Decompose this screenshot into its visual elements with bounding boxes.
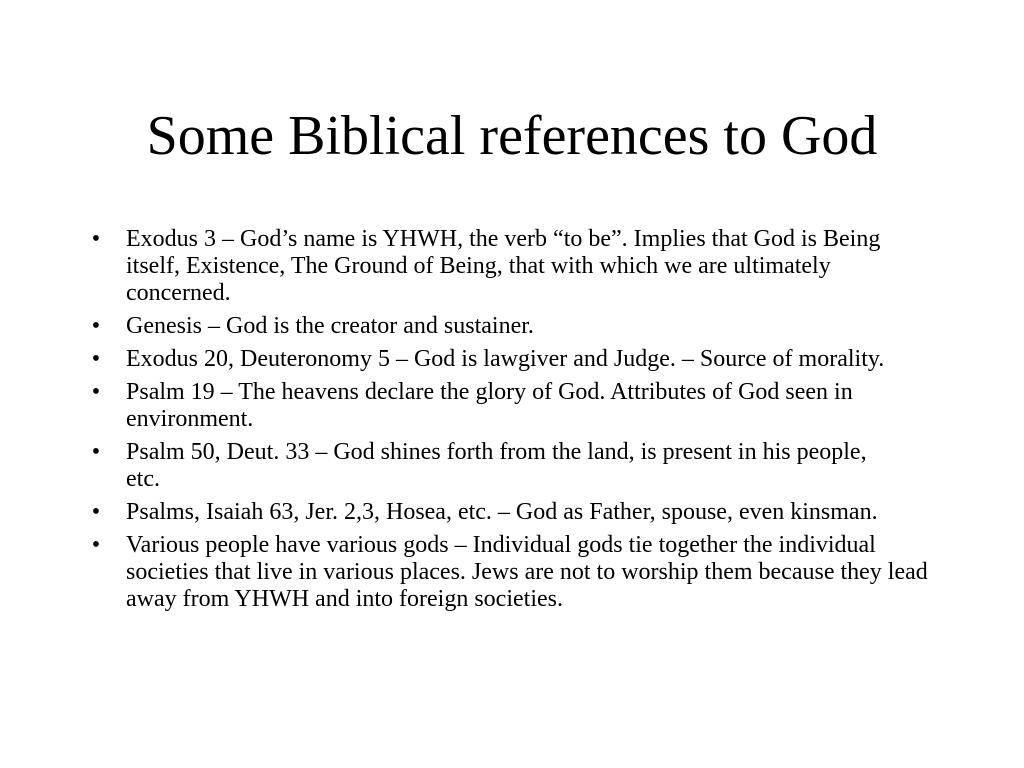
- bullet-item: [86, 346, 886, 373]
- bullet-text: Psalm 19 – The heavens declare the glory of God. Attributes of God seen in environment.: [126, 379, 853, 432]
- bullet-item: [86, 379, 886, 433]
- bullet-text: Various people have various gods – Individual gods tie together the individual societies that live in various places. Jews are not to worship them because they lead away from YHWH and into foreign societies.: [126, 532, 928, 612]
- bullet-text: Psalm 50, Deut. 33 – God shines forth from the land, is present in his people, etc.: [126, 439, 867, 492]
- bullet-list: [86, 226, 946, 619]
- bullet-item: [86, 499, 886, 526]
- bullet-marker: •: [91, 439, 101, 465]
- bullet-text: Exodus 20, Deuteronomy 5 – God is lawgiver and Judge. – Source of morality.: [126, 346, 885, 372]
- bullet-marker: •: [91, 499, 101, 525]
- bullet-marker: •: [91, 532, 101, 558]
- bullet-marker: •: [91, 346, 101, 372]
- bullet-marker: •: [91, 313, 101, 339]
- bullet-text: Psalms, Isaiah 63, Jer. 2,3, Hosea, etc. – God as Father, spouse, even kinsman.: [126, 499, 878, 525]
- bullet-text: Genesis – God is the creator and sustainer.: [126, 313, 534, 339]
- bullet-marker: •: [91, 226, 101, 252]
- bullet-item: [86, 439, 886, 493]
- bullet-text: Exodus 3 – God’s name is YHWH, the verb “to be”. Implies that God is Being itself, Existence, The Ground of Being, that with which we are ultimately concerned.: [126, 226, 881, 306]
- bullet-item: [86, 313, 946, 340]
- bullet-item: [86, 226, 886, 307]
- bullet-item: [86, 532, 946, 613]
- bullet-marker: •: [91, 379, 101, 405]
- slide-title: Some Biblical references to God: [146, 105, 878, 167]
